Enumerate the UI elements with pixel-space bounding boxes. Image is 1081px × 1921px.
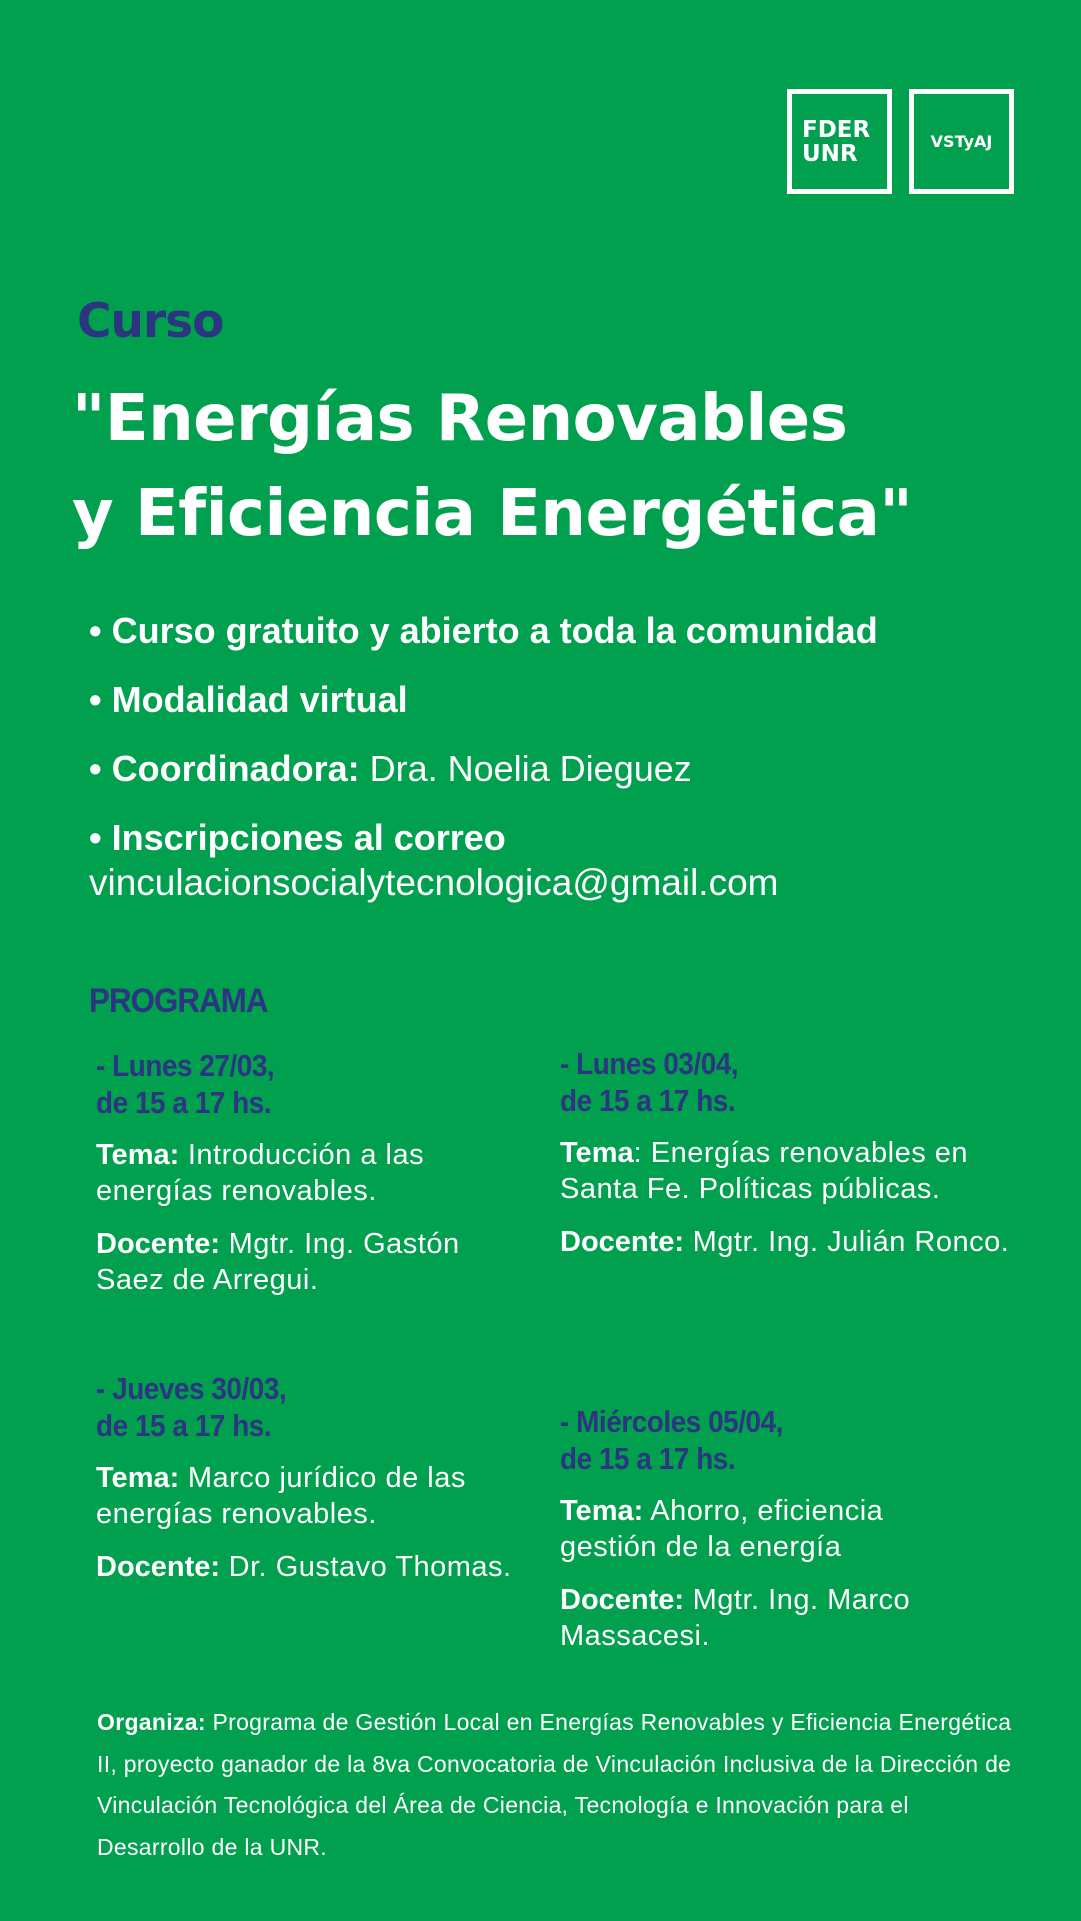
email-address[interactable]: vinculacionsocialytecnologica@gmail.com [89,862,779,903]
teacher-label: Docente: [96,1228,221,1260]
list-item [89,607,878,676]
list-item [89,745,878,814]
item-bold: • Coordinadora: [89,748,360,789]
session-teacher [560,1224,1020,1260]
date-text: - Lunes 27/03, [96,1048,275,1083]
topic-text: Introducción a las energías renovables. [96,1139,425,1207]
teacher-label: Docente: [560,1584,685,1616]
organizer-text: Programa de Gestión Local en Energías Renovables y Eficiencia Energética II, proyecto ganador de la 8va Convocatoria de Vinculación Inclusiva de la Dirección de Vinculación Tecnológica del Área de Ciencia, Tecnología e Innovación para el Desarrollo de la UNR. [97,1709,1012,1860]
topic-label: Tema: [96,1462,180,1494]
session-card [96,1047,536,1315]
organizer-note [97,1702,1017,1868]
session-topic [96,1460,536,1532]
session-card [96,1370,536,1602]
topic-text: Marco jurídico de las energías renovables. [96,1462,466,1530]
session-topic [560,1493,980,1565]
session-teacher [96,1549,536,1585]
info-list [89,607,878,883]
session-teacher [96,1226,536,1298]
time-text: de 15 a 17 hs. [96,1085,272,1120]
course-title [72,372,912,562]
item-text: Dra. Noelia Dieguez [359,748,692,789]
time-text: de 15 a 17 hs. [560,1083,736,1118]
item-bold: • Curso gratuito y abierto a toda la comunidad [89,610,878,651]
vstyaj-logo [909,89,1014,194]
topic-text: Ahorro, eficiencia gestión de la energía [560,1495,884,1563]
date-text: - Jueves 30/03, [96,1371,287,1406]
session-date [560,1403,938,1477]
teacher-text: Dr. Gustavo Thomas. [220,1551,512,1583]
logo-text: UNR [802,140,858,167]
logo-text: VSTyAJ [930,132,993,151]
date-text: - Miércoles 05/04, [560,1404,783,1439]
teacher-text: Mgtr. Ing. Julián Ronco. [684,1226,1010,1258]
title-line: y Eficiencia Energética" [72,477,913,551]
logo-text: FDER [802,116,871,143]
session-topic [96,1137,536,1209]
fder-unr-logo [787,89,892,194]
session-card [560,1403,980,1671]
session-teacher [560,1582,980,1654]
topic-label: Tema: [560,1495,644,1527]
time-text: de 15 a 17 hs. [96,1408,272,1443]
item-bold: • Inscripciones al correo [89,817,506,858]
topic-label: Tema [560,1137,634,1169]
session-topic [560,1135,1020,1207]
session-date [560,1045,974,1119]
session-card [560,1045,1020,1277]
item-bold: • Modalidad virtual [89,679,408,720]
teacher-text: Mgtr. Ing. Gastón Saez de Arregui. [96,1228,460,1296]
topic-label: Tema: [96,1139,180,1171]
time-text: de 15 a 17 hs. [560,1441,736,1476]
topic-text: : Energías renovables en Santa Fe. Políticas públicas. [560,1137,969,1205]
session-date [96,1370,492,1444]
session-date [96,1047,492,1121]
teacher-text: Mgtr. Ing. Marco Massacesi. [560,1584,911,1652]
organizer-label: Organiza: [97,1709,206,1735]
teacher-label: Docente: [96,1551,221,1583]
course-kicker: Curso [77,294,224,349]
programa-heading: PROGRAMA [89,982,268,1020]
teacher-label: Docente: [560,1226,685,1258]
title-line: "Energías Renovables [72,382,848,456]
list-item [89,676,878,745]
date-text: - Lunes 03/04, [560,1046,739,1081]
